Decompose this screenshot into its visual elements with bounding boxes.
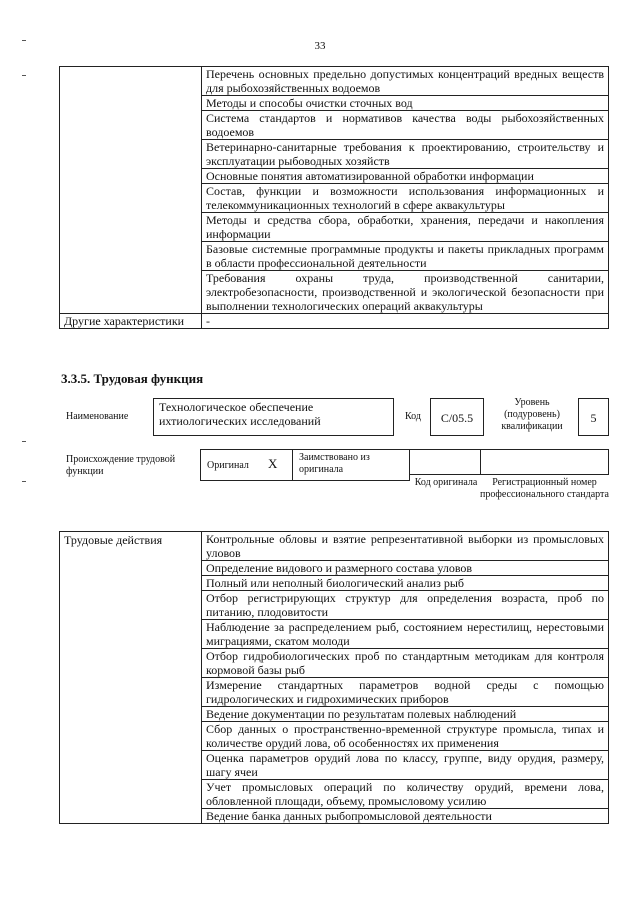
labor-action-item: Учет промысловых операций по количеству орудий, времени лова, обловленной площади, объему, промысловому усилию: [202, 780, 609, 809]
knowledge-label-cell: [60, 67, 202, 314]
labor-action-item: Контрольные обловы и взятие репрезентативной выборки из промысловых уловов: [202, 532, 609, 561]
knowledge-item: Ветеринарно-санитарные требования к проектированию, строительству и эксплуатации рыбоводных хозяйств: [202, 140, 609, 169]
original-code-cell: [409, 449, 481, 475]
original-label: Оригинал: [207, 460, 249, 471]
knowledge-item: Базовые системные программные продукты и пакеты прикладных программ в области профессиональной деятельности: [202, 242, 609, 271]
knowledge-item: Основные понятия автоматизированной обработки информации: [202, 169, 609, 184]
registration-caption: Регистрационный номер профессионального стандарта: [480, 477, 609, 500]
knowledge-item: Требования охраны труда, производственной санитарии, электробезопасности, производственной и экологической безопасности при выполнении технологических операций аквакультуры: [202, 271, 609, 314]
labor-action-item: Ведение документации по результатам полевых наблюдений: [202, 707, 609, 722]
code-caption: Код оригинала: [414, 477, 478, 488]
labor-action-item: Сбор данных о пространственно-временной структуре промысла, типах и количестве орудий лова, об особенностях их применения: [202, 722, 609, 751]
section-title: 3.3.5. Трудовая функция: [61, 371, 204, 386]
original-cell: [200, 449, 293, 481]
margin-mark: [22, 441, 26, 442]
labor-action-item: Измерение стандартных параметров водной среды с помощью гидрологических и гидрохимических приборов: [202, 678, 609, 707]
original-mark: X: [268, 456, 278, 471]
labor-action-item: Оценка параметров орудий лова по классу, группе, виду орудия, размеру, шагу ячеи: [202, 751, 609, 780]
labor-action-item: Отбор гидробиологических проб по стандартным методикам для контроля кормовой базы рыб: [202, 649, 609, 678]
labor-actions-table: [59, 531, 609, 824]
labor-action-item: Ведение банка данных рыбопромысловой деятельности: [202, 809, 609, 824]
page-number: 33: [314, 40, 326, 52]
labor-action-item: Отбор регистрирующих структур для определения возраста, проб по питанию, плодовитости: [202, 591, 609, 620]
function-code-box: C/05.5: [430, 398, 484, 436]
labor-action-item: Наблюдение за распределением рыб, состоянием нерестилищ, нерестовыми миграциями, скатом молоди: [202, 620, 609, 649]
other-characteristics-value: -: [202, 314, 609, 329]
level-value-box: 5: [578, 398, 609, 436]
other-characteristics-label: Другие характеристики: [60, 314, 202, 329]
registration-number-cell: [480, 449, 609, 475]
origin-label: Происхождение трудовой функции: [66, 454, 176, 477]
labor-action-item: Полный или неполный биологический анализ рыб: [202, 576, 609, 591]
level-label: Уровень (подуровень) квалификации: [501, 397, 563, 432]
code-label: Код: [405, 411, 421, 422]
labor-actions-label: Трудовые действия: [60, 532, 202, 824]
knowledge-table: [59, 66, 609, 329]
function-name-box: Технологическое обеспечение ихтиологических исследований: [153, 398, 394, 436]
knowledge-item: Система стандартов и нормативов качества воды рыбохозяйственных водоемов: [202, 111, 609, 140]
borrowed-label: Заимствовано из оригинала: [292, 449, 410, 481]
knowledge-item: Методы и средства сбора, обработки, хранения, передачи и накопления информации: [202, 213, 609, 242]
margin-mark: [22, 481, 26, 482]
name-label: Наименование: [66, 411, 129, 422]
knowledge-item: Перечень основных предельно допустимых концентраций вредных веществ для рыбохозяйственных водоемов: [202, 67, 609, 96]
labor-action-item: Определение видового и размерного состава уловов: [202, 561, 609, 576]
knowledge-item: Состав, функции и возможности использования информационных и телекоммуникационных технологий в сфере аквакультуры: [202, 184, 609, 213]
margin-mark: [22, 75, 26, 76]
knowledge-item: Методы и способы очистки сточных вод: [202, 96, 609, 111]
